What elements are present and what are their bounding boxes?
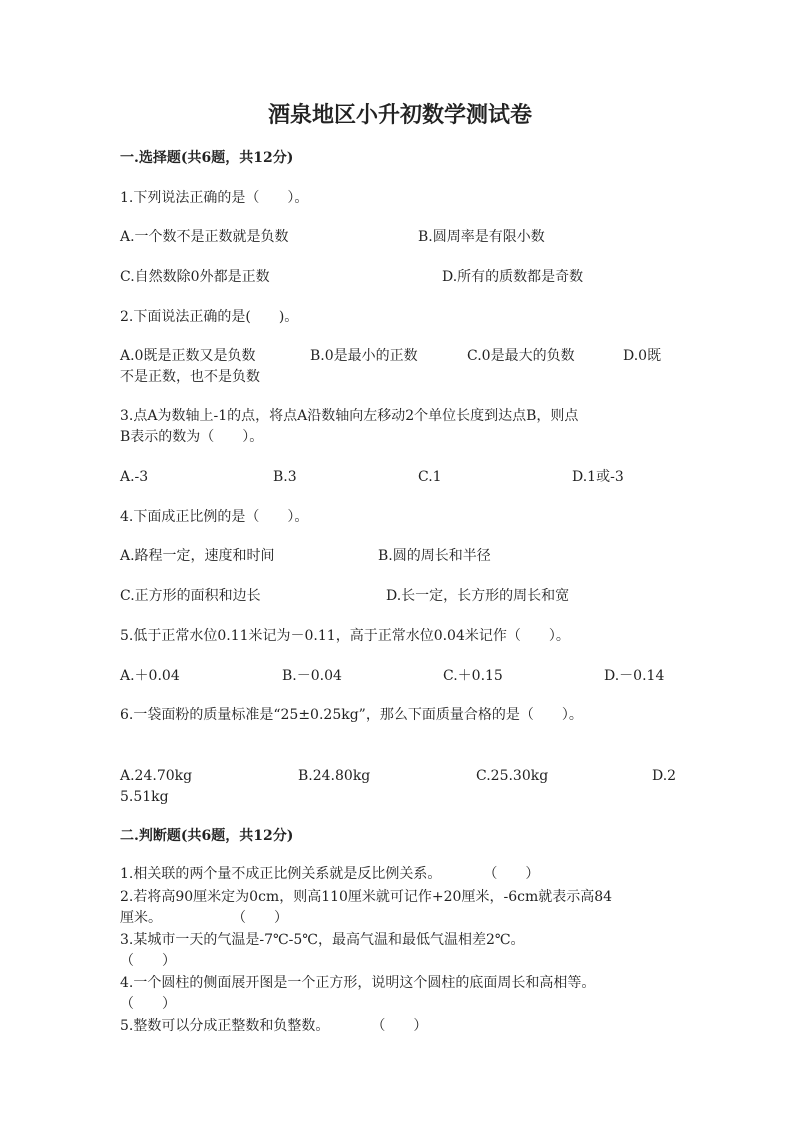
question-5-option-b: B.－0.04 — [282, 668, 342, 684]
question-2-option-a: A.0既是正数又是负数 — [120, 348, 256, 364]
question-4-option-c: C.正方形的面积和边长 — [120, 588, 261, 604]
judgement-3-line-2: （ ） — [120, 953, 176, 969]
question-3-stem-line-2: B表示的数为（ ）。 — [120, 429, 264, 445]
question-2-stem: 2.下面说法正确的是( )。 — [120, 309, 299, 325]
section-heading-judgement: 二.判断题(共6题，共12分) — [120, 828, 294, 844]
question-6-stem: 6.一袋面粉的质量标准是“25±0.25kg”，那么下面质量合格的是（ ）。 — [120, 707, 583, 723]
question-5-stem: 5.低于正常水位0.11米记为－0.11，高于正常水位0.04米记作（ ）。 — [120, 628, 570, 644]
question-6-option-a: A.24.70kg — [120, 768, 193, 784]
judgement-1: 1.相关联的两个量不成正比例关系就是反比例关系。 （ ） — [120, 866, 540, 882]
page-title: 酒泉地区小升初数学测试卷 — [267, 102, 532, 128]
question-4-stem: 4.下面成正比例的是（ ）。 — [120, 509, 309, 525]
question-3-option-d: D.1或-3 — [572, 469, 624, 485]
question-2-option-d: D.0既 — [623, 348, 662, 364]
judgement-3-line-1: 3.某城市一天的气温是-7℃-5℃，最高气温和最低气温相差2℃。 — [120, 932, 525, 948]
question-6-option-d-continued: 5.51kg — [120, 789, 169, 805]
question-3-stem-line-1: 3.点A为数轴上-1的点，将点A沿数轴向左移动2个单位长度到达点B，则点 — [120, 408, 579, 424]
question-6-option-c: C.25.30kg — [476, 768, 549, 784]
judgement-4-line-2: （ ） — [120, 996, 176, 1012]
question-6-option-b: B.24.80kg — [298, 768, 371, 784]
question-3-option-a: A.-3 — [120, 469, 149, 485]
judgement-2-line-2: 厘米。 （ ） — [120, 910, 288, 926]
judgement-5: 5.整数可以分成正整数和负整数。 （ ） — [120, 1018, 428, 1034]
question-1-stem: 1.下列说法正确的是（ ）。 — [120, 190, 309, 206]
question-4-option-d: D.长一定，长方形的周长和宽 — [386, 588, 570, 604]
question-4-option-a: A.路程一定，速度和时间 — [120, 548, 275, 564]
question-1-option-d: D.所有的质数都是奇数 — [442, 269, 584, 285]
question-3-option-b: B.3 — [273, 469, 297, 485]
judgement-2-line-1: 2.若将高90厘米定为0cm，则高110厘米就可记作+20厘米，-6cm就表示高84 — [120, 889, 613, 905]
question-5-option-a: A.＋0.04 — [120, 668, 180, 684]
question-1-option-b: B.圆周率是有限小数 — [418, 229, 545, 245]
question-3-option-c: C.1 — [418, 469, 442, 485]
question-2-option-b: B.0是最小的正数 — [310, 348, 418, 364]
judgement-4-line-1: 4.一个圆柱的侧面展开图是一个正方形，说明这个圆柱的底面周长和高相等。 — [120, 975, 596, 991]
question-4-option-b: B.圆的周长和半径 — [378, 548, 491, 564]
question-1-option-c: C.自然数除0外都是正数 — [120, 269, 270, 285]
question-2-option-d-continued: 不是正数，也不是负数 — [120, 369, 260, 385]
section-heading-choice: 一.选择题(共6题，共12分) — [120, 150, 294, 166]
question-2-option-c: C.0是最大的负数 — [467, 348, 575, 364]
question-5-option-c: C.＋0.15 — [443, 668, 503, 684]
question-6-option-d: D.2 — [652, 768, 677, 784]
question-5-option-d: D.－0.14 — [604, 668, 665, 684]
question-1-option-a: A.一个数不是正数就是负数 — [120, 229, 289, 245]
